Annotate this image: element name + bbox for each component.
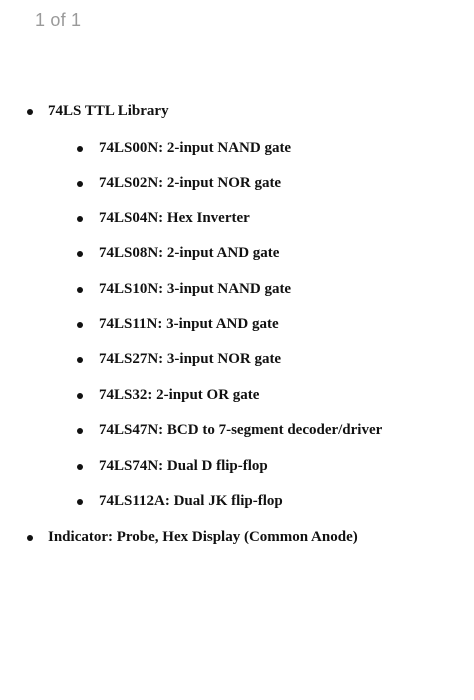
sub-list-item <box>99 316 279 333</box>
sub-list-item-label: 74LS08N: 2-input AND gate <box>99 245 280 261</box>
bullet-icon <box>77 216 83 222</box>
bullet-icon <box>77 322 83 328</box>
sub-list-item <box>99 493 283 510</box>
bullet-icon <box>77 357 83 363</box>
sub-list-item-label: 74LS11N: 3-input AND gate <box>99 316 279 332</box>
list-item-indicator <box>48 529 358 546</box>
bullet-icon <box>27 535 33 541</box>
sub-list-item-label: 74LS32: 2-input OR gate <box>99 387 260 403</box>
bullet-icon <box>77 146 83 152</box>
sub-list-item-label: 74LS47N: BCD to 7-segment decoder/driver <box>99 422 383 438</box>
sub-list-item <box>99 140 291 157</box>
sub-list-item-label: 74LS112A: Dual JK flip-flop <box>99 493 283 509</box>
bullet-icon <box>77 428 83 434</box>
sub-list-item <box>99 175 281 192</box>
sub-list-item <box>99 387 259 404</box>
sub-list-item-label: 74LS04N: Hex Inverter <box>99 210 250 226</box>
sub-list-item <box>99 281 291 298</box>
bullet-icon <box>77 393 83 399</box>
list-item-label: 74LS TTL Library <box>48 103 169 119</box>
list-item-label: Indicator: Probe, Hex Display (Common Anode) <box>48 529 358 545</box>
bullet-icon <box>77 251 83 257</box>
bullet-icon <box>77 287 83 293</box>
sub-list-item-label: 74LS02N: 2-input NOR gate <box>99 175 282 191</box>
sub-list-item <box>99 245 279 262</box>
bullet-icon <box>77 499 83 505</box>
sub-list-item <box>99 351 281 368</box>
sub-list-item <box>99 422 382 439</box>
sub-list-item-label: 74LS74N: Dual D flip-flop <box>99 458 268 474</box>
bullet-icon <box>27 109 33 115</box>
list-item-ttl-library <box>48 103 169 120</box>
sub-list-item-label: 74LS10N: 3-input NAND gate <box>99 281 292 297</box>
sub-list-item <box>99 210 250 227</box>
sub-list-item-label: 74LS27N: 3-input NOR gate <box>99 351 282 367</box>
sub-list-item <box>99 458 268 475</box>
bullet-icon <box>77 181 83 187</box>
sub-list-item-label: 74LS00N: 2-input NAND gate <box>99 140 292 156</box>
bullet-icon <box>77 464 83 470</box>
page-indicator: 1 of 1 <box>35 10 82 30</box>
